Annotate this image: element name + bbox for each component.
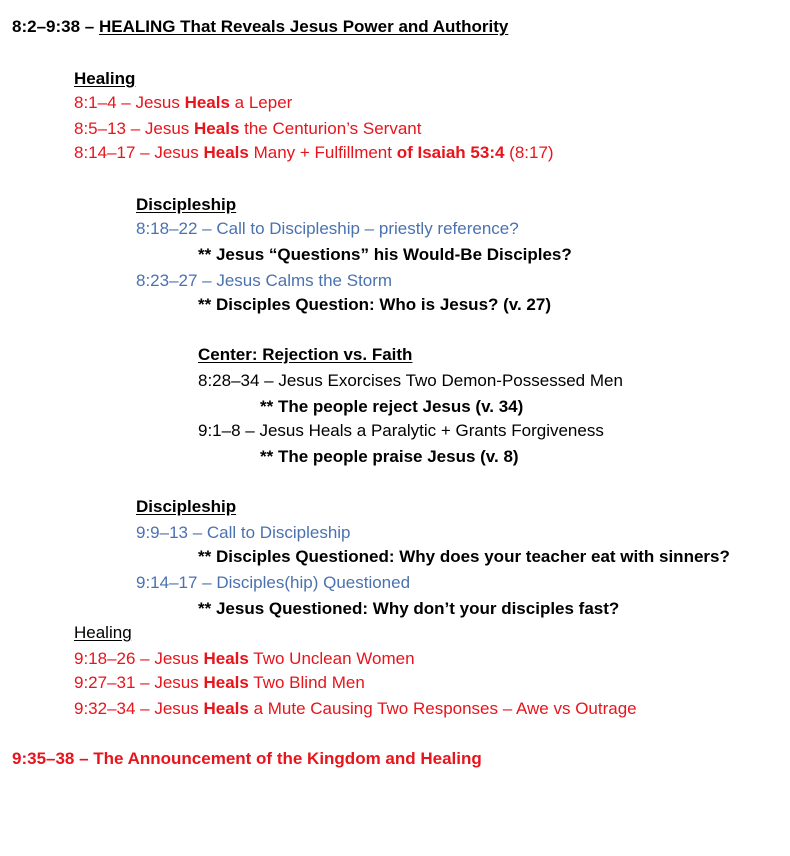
discipleship-heading-1: Discipleship bbox=[136, 195, 237, 214]
discipleship-item-1: 8:18–22 – Call to Discipleship – priestly reference? bbox=[136, 219, 519, 238]
center-item-1: 8:28–34 – Jesus Exorcises Two Demon-Possessed Men bbox=[198, 371, 623, 390]
center-note-2: ** The people praise Jesus (v. 8) bbox=[260, 447, 519, 466]
conclusion-heading: 9:35–38 – The Announcement of the Kingdom and Healing bbox=[12, 749, 482, 768]
discipleship-note-1: ** Jesus “Questions” his Would-Be Disciples? bbox=[198, 245, 572, 264]
page-title bbox=[12, 16, 508, 38]
healing-item-3: 8:14–17 – Jesus Heals Many + Fulfillment of Isaiah 53:4 (8:17) bbox=[74, 143, 554, 162]
center-item-2: 9:1–8 – Jesus Heals a Paralytic + Grants Forgiveness bbox=[198, 421, 604, 440]
title-text: HEALING That Reveals Jesus Power and Authority bbox=[98, 17, 509, 36]
discipleship-item-2: 8:23–27 – Jesus Calms the Storm bbox=[136, 271, 393, 290]
healing-item-1: 8:1–4 – Jesus Heals a Leper bbox=[74, 93, 293, 112]
healing-item-4: 9:18–26 – Jesus Heals Two Unclean Women bbox=[74, 649, 415, 668]
healing-item-5: 9:27–31 – Jesus Heals Two Blind Men bbox=[74, 673, 365, 692]
discipleship-item-4: 9:14–17 – Disciples(hip) Questioned bbox=[136, 573, 411, 592]
healing-item-6: 9:32–34 – Jesus Heals a Mute Causing Two Responses – Awe vs Outrage bbox=[74, 699, 637, 718]
center-heading: Center: Rejection vs. Faith bbox=[198, 345, 413, 364]
discipleship-heading-2: Discipleship bbox=[136, 497, 237, 516]
title-reference: 8:2–9:38 – bbox=[12, 17, 99, 36]
discipleship-item-3: 9:9–13 – Call to Discipleship bbox=[136, 523, 351, 542]
healing-heading-2: Healing bbox=[74, 623, 132, 642]
healing-item-2: 8:5–13 – Jesus Heals the Centurion’s Servant bbox=[74, 119, 422, 138]
discipleship-note-4: ** Jesus Questioned: Why don’t your disciples fast? bbox=[198, 599, 620, 618]
center-note-1: ** The people reject Jesus (v. 34) bbox=[260, 397, 524, 416]
discipleship-note-2: ** Disciples Question: Who is Jesus? (v. 27) bbox=[198, 295, 551, 314]
discipleship-note-3: ** Disciples Questioned: Why does your teacher eat with sinners? bbox=[198, 547, 730, 566]
healing-heading-1: Healing bbox=[74, 69, 136, 88]
